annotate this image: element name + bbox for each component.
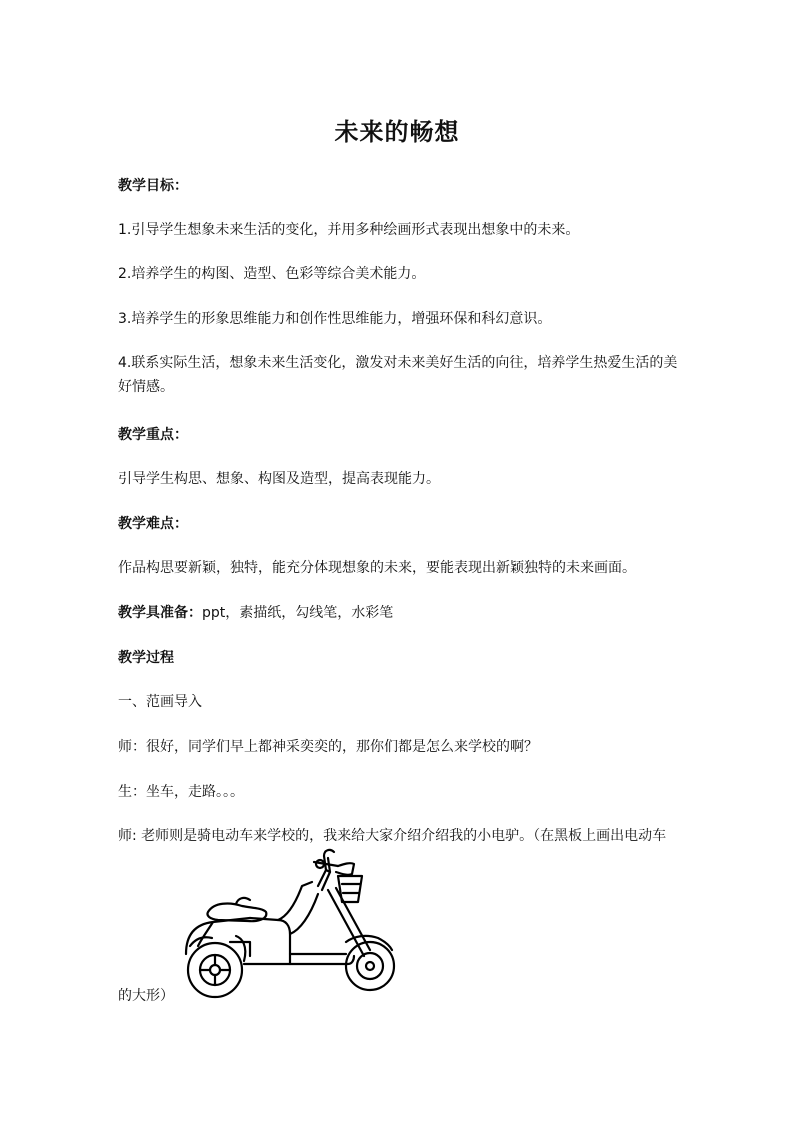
page-title: 未来的畅想 [334, 117, 460, 146]
tools-heading: 教学具准备： [118, 605, 202, 621]
dialogue-line: 生：坐车，走路。。。 [118, 784, 244, 800]
objective-item: 1.引导学生想象未来生活的变化，并用多种绘画形式表现出想象中的未来。 [118, 222, 580, 238]
section-heading: 一、范画导入 [118, 694, 202, 710]
dialogue-line: 师：很好，同学们早上都神采奕奕的，那你们都是怎么来学校的啊？ [118, 739, 538, 755]
key-points-heading: 教学重点： [118, 427, 188, 443]
tools-line [118, 601, 684, 625]
objective-item: 3.培养学生的形象思维能力和创作性思维能力，增强环保和科幻意识。 [118, 311, 552, 327]
dialogue-line-end: 的大形） [118, 988, 174, 1004]
objective-item: 2.培养学生的构图、造型、色彩等综合美术能力。 [118, 266, 426, 282]
objective-item: 4.联系实际生活，想象未来生活变化，激发对未来美好生活的向往，培养学生热爱生活的美好情感。 [118, 355, 678, 395]
objectives-heading: 教学目标： [118, 178, 188, 194]
scooter-illustration-icon [178, 846, 410, 1006]
process-heading: 教学过程 [118, 650, 174, 666]
difficulty-text: 作品构思要新颖，独特，能充分体现想象的未来，要能表现出新颖独特的未来画面。 [118, 560, 636, 576]
difficulty-heading: 教学难点： [118, 516, 188, 532]
tools-text: ppt，素描纸，勾线笔，水彩笔 [202, 605, 394, 621]
key-points-text: 引导学生构思、想象、构图及造型，提高表现能力。 [118, 471, 440, 487]
dialogue-line: 师: 老师则是骑电动车来学校的，我来给大家介绍介绍我的小电驴。（在黑板上画出电动车 [118, 828, 667, 844]
